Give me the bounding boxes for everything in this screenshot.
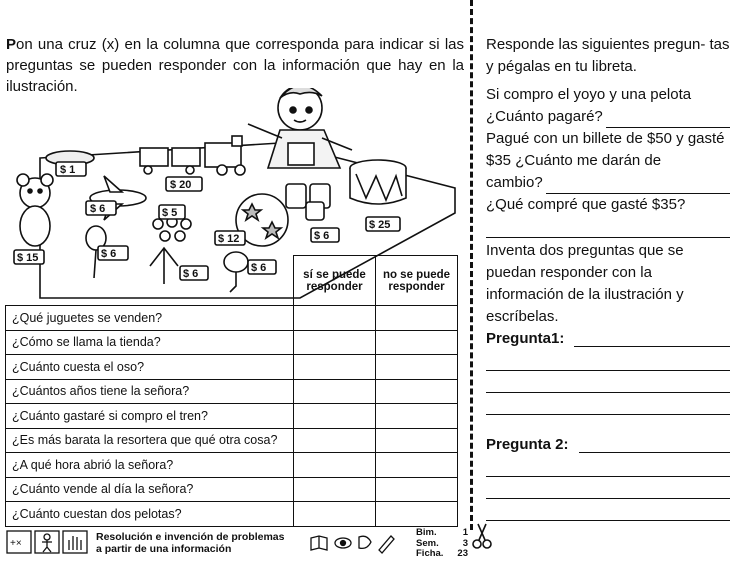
answer-line[interactable] — [486, 216, 730, 238]
price-tag: $ 1 — [60, 164, 76, 176]
answer-cell-yes[interactable] — [294, 306, 376, 331]
bim-label: Bim. — [416, 527, 437, 538]
table-corner — [6, 256, 294, 306]
pregunta-2-label — [486, 436, 730, 453]
price-tag: $ 6 — [101, 248, 117, 260]
footer-title — [96, 531, 284, 555]
question-cell: ¿Cuánto gastaré si compro el tren? — [6, 404, 294, 429]
bim-value: 1 — [462, 527, 468, 538]
answer-cell-yes[interactable] — [294, 330, 376, 355]
answer-line[interactable] — [486, 498, 730, 499]
answer-cell-no[interactable] — [376, 306, 458, 331]
answer-cell-yes[interactable] — [294, 428, 376, 453]
answer-line[interactable] — [574, 331, 730, 347]
answer-cell-yes[interactable] — [294, 404, 376, 429]
instructions-lead-letter: P — [6, 36, 17, 53]
instructions-text: on una cruz (x) en la columna que corresponda para indicar si las preguntas se pueden responder con la información que hay en la ilustración. — [6, 36, 464, 95]
activity-icons — [309, 532, 399, 556]
table-row — [6, 453, 458, 478]
table-row — [6, 428, 458, 453]
table-row — [6, 330, 458, 355]
question-que-compre: ¿Qué compré que gasté $35? — [486, 196, 686, 213]
answer-cell-no[interactable] — [376, 477, 458, 502]
price-tag: $ 6 — [314, 230, 330, 242]
invent-instructions: Inventa dos preguntas que se puedan responder con la información de la ilustración y escríbelas. — [486, 242, 684, 325]
price-tag: $ 6 — [251, 262, 267, 274]
answer-cell-no[interactable] — [376, 453, 458, 478]
answer-line[interactable] — [579, 437, 730, 453]
ficha-value: 23 — [457, 548, 468, 559]
pregunta-2-text: Pregunta 2: — [486, 436, 569, 453]
answer-cell-no[interactable] — [376, 355, 458, 380]
table-row — [6, 306, 458, 331]
answer-cell-yes[interactable] — [294, 355, 376, 380]
answer-cell-no[interactable] — [376, 502, 458, 527]
answer-line[interactable] — [486, 370, 730, 371]
question-cell: ¿Cuánto cuestan dos pelotas? — [6, 502, 294, 527]
page-divider — [470, 0, 473, 530]
question-cell: ¿A qué hora abrió la señora? — [6, 453, 294, 478]
toy-drum — [350, 160, 406, 204]
skill-icons — [6, 530, 90, 556]
bim-labels — [416, 528, 443, 560]
header-no-se-puede: no se puede responder — [376, 256, 458, 306]
price-tag: $ 5 — [162, 207, 178, 219]
answer-cell-yes[interactable] — [294, 477, 376, 502]
price-tag: $ 15 — [17, 252, 39, 264]
right-questions — [486, 34, 730, 238]
answer-row-1 — [486, 106, 730, 128]
answer-cell-no[interactable] — [376, 404, 458, 429]
question-cambio: cambio? — [486, 174, 543, 191]
table-row — [6, 379, 458, 404]
question-cell: ¿Es más barata la resortera que qué otra cosa? — [6, 428, 294, 453]
answer-cell-yes[interactable] — [294, 379, 376, 404]
table-row — [6, 502, 458, 527]
scissors-icon — [472, 522, 492, 550]
answer-line[interactable] — [546, 178, 730, 194]
footer-title-line2: a partir de una información — [96, 543, 232, 555]
footer — [6, 528, 496, 558]
question-cell: ¿Cómo se llama la tienda? — [6, 330, 294, 355]
answer-cell-yes[interactable] — [294, 502, 376, 527]
header-si-se-puede: sí se puede responder — [294, 256, 376, 306]
answer-row-2 — [486, 172, 730, 194]
pregunta-1-text: Pregunta1: — [486, 330, 565, 347]
right-intro: Responde las siguientes pregun- tas y pégalas en tu libreta. — [486, 36, 730, 75]
answer-line[interactable] — [486, 392, 730, 393]
question-yoyo: Si compro el yoyo y una pelota — [486, 86, 692, 103]
question-cell: ¿Cuánto cuesta el oso? — [6, 355, 294, 380]
question-billete: Pagué con un billete de $50 y gasté $35 ¿Cuánto me darán de — [486, 130, 725, 169]
question-cell: ¿Cuántos años tiene la señora? — [6, 379, 294, 404]
table-row — [6, 404, 458, 429]
footer-title-line1: Resolución e invención de problemas — [96, 531, 285, 543]
question-table — [5, 255, 458, 527]
pregunta-1-label — [486, 330, 730, 347]
answer-line[interactable] — [486, 414, 730, 415]
answer-cell-no[interactable] — [376, 428, 458, 453]
bim-values — [452, 528, 468, 560]
answer-cell-no[interactable] — [376, 330, 458, 355]
pencil-icon — [379, 536, 394, 553]
question-pagare: ¿Cuánto pagaré? — [486, 108, 603, 125]
sem-label: Sem. — [416, 537, 439, 549]
svg-text:+×: +× — [10, 538, 22, 549]
question-cell: ¿Qué juguetes se venden? — [6, 306, 294, 331]
ficha-label: Ficha. — [416, 548, 444, 559]
answer-line[interactable] — [486, 520, 730, 521]
hand-icon — [63, 531, 87, 553]
price-tag: $ 6 — [90, 203, 106, 215]
price-tag: $ 20 — [170, 179, 192, 191]
table-row — [6, 477, 458, 502]
answer-line[interactable] — [606, 112, 730, 128]
answer-cell-no[interactable] — [376, 379, 458, 404]
book-icon — [311, 536, 327, 550]
price-tag: $ 12 — [218, 233, 240, 245]
answer-line[interactable] — [486, 476, 730, 477]
thinking-head-icon — [359, 536, 371, 548]
price-tag: $ 6 — [183, 268, 199, 280]
price-tag: $ 25 — [369, 219, 391, 231]
question-cell: ¿Cuánto vende al día la señora? — [6, 477, 294, 502]
answer-cell-yes[interactable] — [294, 453, 376, 478]
table-row — [6, 355, 458, 380]
sem-value: 3 — [462, 537, 468, 549]
